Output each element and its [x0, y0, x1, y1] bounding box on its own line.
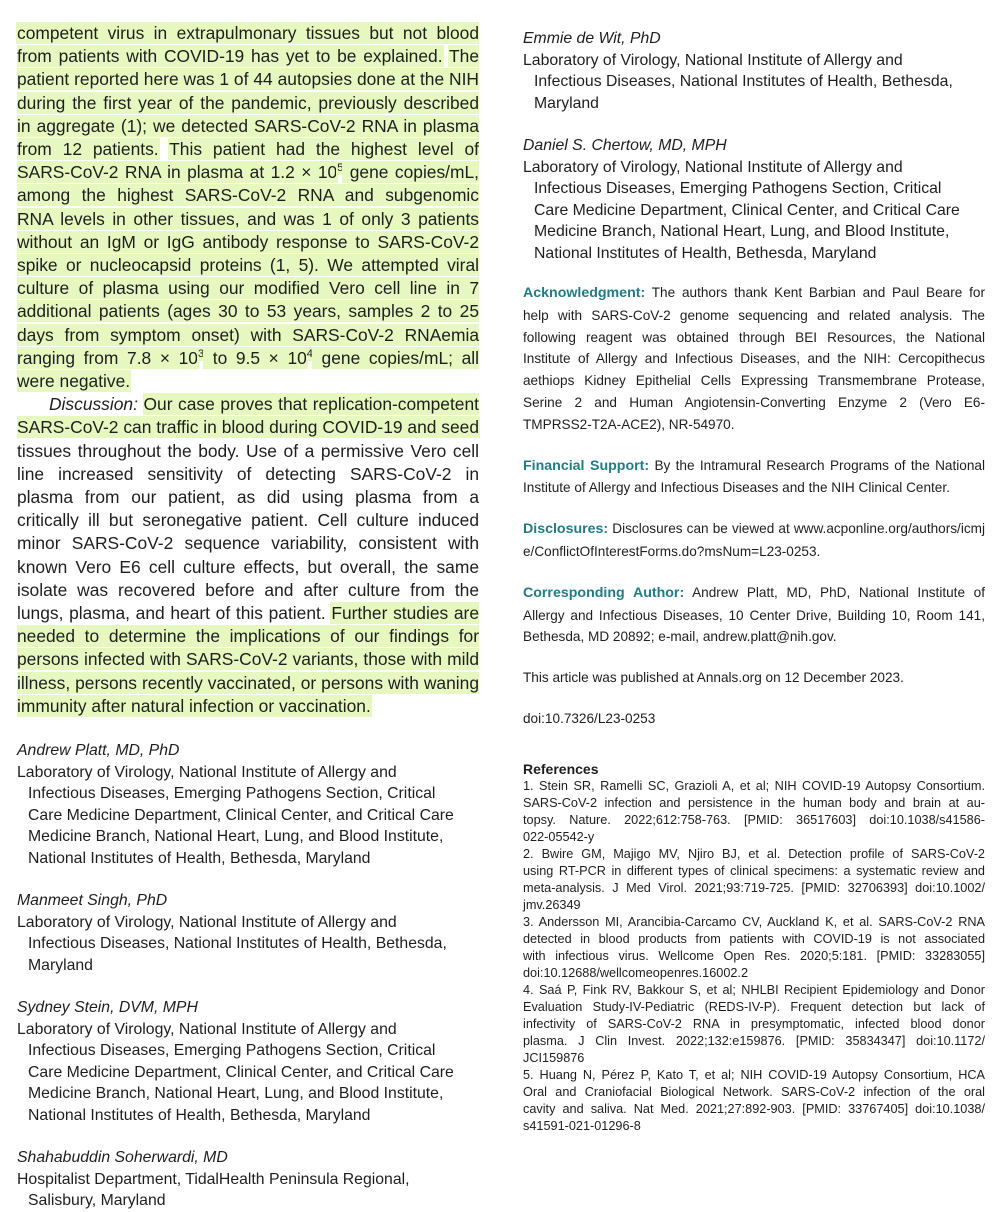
highlighted-text: competent virus in extrapulmonary tissues but not blood from patients with COVID-19 has yet to be explained. — [17, 23, 479, 67]
author-name: Daniel S. Chertow, MD, MPH — [523, 137, 727, 154]
author-affiliation-line: National Institutes of Health, Bethesda, Maryland — [28, 849, 371, 867]
reference-line: using RT-PCR in different types of clinical specimens: a systematic review and — [523, 863, 985, 878]
author-affiliation-line: Laboratory of Virology, National Institute of Allergy and — [523, 51, 903, 69]
reference-line: 1. Stein SR, Ramelli SC, Grazioli A, et al; NIH COVID-19 Autopsy Consortium. — [523, 778, 985, 793]
reference-line: 3. Andersson MI, Arancibia-Carcamo CV, Auckland K, et al. SARS-CoV-2 RNA — [523, 914, 985, 929]
highlighted-text: Our case proves that replication-competent SARS-CoV-2 can traffic in blood during COVID-19 and seed — [17, 394, 479, 438]
author-affiliation-line: Care Medicine Department, Clinical Center, and Critical Care — [28, 1063, 454, 1081]
highlighted-text: gene copies/mL; all were negative. — [17, 347, 479, 392]
doi: doi:10.7326/L23-0253 — [523, 710, 656, 726]
published-note: This article was published at Annals.org on 12 December 2023. — [523, 670, 904, 686]
author-affiliation-line: Medicine Branch, National Heart, Lung, and Blood Institute, — [28, 828, 444, 846]
reference-line: Evaluation Study-IV-Pediatric (REDS-IV-P). Frequent detection but lack of — [523, 999, 985, 1014]
reference-line: meta-analysis. J Med Virol. 2021;93:719-725. [PMID: 32706393] doi:10.1002/ — [523, 880, 985, 895]
author-affiliation-line: Care Medicine Department, Clinical Center, and Critical Care — [28, 806, 454, 824]
author-affiliation-line: Laboratory of Virology, National Institute of Allergy and — [17, 1020, 397, 1038]
author-affiliation-line: Care Medicine Department, Clinical Center, and Critical Care — [534, 201, 960, 219]
left-author-list — [17, 740, 479, 1212]
author-affiliation-line: Infectious Diseases, Emerging Pathogens Section, Critical — [28, 785, 436, 803]
body-text — [17, 22, 479, 718]
author-name: Emmie de Wit, PhD — [523, 30, 661, 47]
financial-support-label: Financial Support: — [523, 457, 650, 474]
text-run — [159, 139, 170, 159]
reference-line: plasma. J Clin Invest. 2022;132:e159876. [PMID: 35834347] doi:10.1172/ — [523, 1033, 985, 1048]
reference-line: with infectious virus. Wellcome Open Res. 2020;5:181. [PMID: 33283055] — [523, 948, 985, 963]
corresponding-author-section — [523, 582, 985, 648]
highlighted-text: The patient reported here was 1 of 44 autopsies done at the NIH during the first year of the pandemic, previously described in aggregate (1); we detected SARS-CoV-2 RNA in plasma from 12 patients. — [17, 46, 479, 160]
reference-line: doi:10.12688/wellcomeopenres.16002.2 — [523, 965, 749, 980]
disclosures-text: Disclosures can be viewed at www.acponline.org/authors/icmje/ConflictOfInterestForms.do?msNum=L23-0253. — [523, 521, 985, 559]
author-affiliation-line: Infectious Diseases, National Institutes of Health, Bethesda, — [534, 73, 953, 90]
reference-line: detected in blood products from patients with COVID-19 is not associated — [523, 931, 985, 946]
acknowledgment-section — [523, 282, 985, 436]
author-affiliation-line: Medicine Branch, National Heart, Lung, and Blood Institute, — [534, 223, 950, 240]
author-affiliation-line: Hospitalist Department, TidalHealth Peninsula Regional, — [17, 1170, 410, 1188]
superscript: 3 — [197, 348, 205, 361]
author-affiliation-line: Infectious Diseases, Emerging Pathogens Section, Critical — [534, 180, 942, 197]
reference-line: 4. Saá P, Fink RV, Bakkour S, et al; NHLBI Recipient Epidemiology and Donor — [523, 982, 985, 997]
author-affiliation-line: Laboratory of Virology, National Institute of Allergy and — [17, 913, 397, 931]
author-block — [17, 740, 479, 869]
disclosures-label: Disclosures: — [523, 521, 609, 538]
author-block — [17, 1147, 479, 1212]
reference-line: topsy. Nature. 2022;612:758-763. [PMID: 36517603] doi:10.1038/s41586- — [523, 812, 985, 827]
reference-line: s41591-021-01296-8 — [523, 1118, 641, 1133]
highlighted-text: This patient had the highest level of SARS-CoV-2 RNA in plasma at 1.2 × 10 — [17, 139, 479, 183]
author-block — [523, 135, 985, 264]
author-affiliation-line: Laboratory of Virology, National Institute of Allergy and — [523, 158, 903, 176]
superscript: 4 — [306, 348, 313, 361]
author-name: Sydney Stein, DVM, MPH — [17, 999, 198, 1017]
highlighted-text: Further studies are needed to determine the implications of our findings for persons infected with SARS-CoV-2 variants, those with mild illness, persons recently vaccinated, or persons with waning immunity after natural infection or vaccination. — [17, 603, 479, 716]
author-name: Manmeet Singh, PhD — [17, 892, 168, 910]
reference-line: Oral and Craniofacial Biological Network. SARS-CoV-2 infection of the oral — [523, 1084, 985, 1099]
acknowledgment-label: Acknowledgment: — [523, 285, 646, 301]
author-affiliation-line: Maryland — [28, 956, 93, 974]
reference-line: 022-05542-y — [523, 829, 595, 844]
highlighted-text: gene copies/mL, among the highest SARS-CoV-2 RNA and subgenomic RNA levels in other tissues, and was 1 of only 3 patients without an IgM or IgG antibody response to SARS-CoV-2 spike or nucleocapsid proteins (1, 5). We attempted viral culture of plasma using our modified Vero cell line in 7 additional patients (ages 30 to 53 years, samples 2 to 25 days from symptom onset) with SARS-CoV-2 RNAemia ranging from 7.8 × 10 — [17, 162, 479, 368]
acknowledgment-text: The authors thank Kent Barbian and Paul Beare for help with SARS-CoV-2 genome sequencing and related analysis. The following reagent was obtained through BEI Resources, the National Institute of Allergy and Infectious Diseases, and the NIH: Cercopithecus aethiops Kidney Epithelial Cells Expressing Transmembrane Protease, Serine 2 and Human Angiotensin-Converting Enzyme 2 (Vero E6-TMPRSS2-T2A-ACE2), NR-54970. — [523, 285, 985, 432]
author-affiliation-line: Infectious Diseases, Emerging Pathogens Section, Critical — [28, 1042, 436, 1060]
author-affiliation-line: Laboratory of Virology, National Institute of Allergy and — [17, 763, 397, 781]
reference-line: 5. Huang N, Pérez P, Kato T, et al; NIH COVID-19 Autopsy Consortium, HCA — [523, 1067, 985, 1082]
reference-item — [523, 914, 985, 982]
reference-item — [523, 1067, 985, 1135]
author-affiliation-line: National Institutes of Health, Bethesda, Maryland — [28, 1106, 371, 1124]
left-column — [17, 22, 479, 1212]
financial-support-text: By the Intramural Research Programs of the National Institute of Allergy and Infectious Diseases and the NIH Clinical Center. — [523, 457, 985, 496]
reference-line: cavity and saliva. Nat Med. 2021;27:892-903. [PMID: 33767405] doi:10.1038/ — [523, 1101, 985, 1116]
financial-support-section — [523, 455, 985, 500]
references-title: References — [523, 760, 599, 777]
discussion-label: Discussion: — [49, 394, 138, 415]
corresponding-author-text: Andrew Platt, MD, PhD, National Institute of Allergy and Infectious Diseases, 10 Center Drive, Building 10, Room 141, Bethesda, MD 20892; e-mail, andrew.platt@nih.gov. — [523, 584, 986, 645]
reference-line: jmv.26349 — [523, 897, 581, 912]
right-column — [523, 28, 985, 1135]
author-affiliation-line: National Institutes of Health, Bethesda, Maryland — [534, 244, 877, 262]
corresponding-author-label: Corresponding Author: — [523, 584, 685, 601]
reference-item — [523, 778, 985, 846]
reference-item — [523, 982, 985, 1067]
reference-line: SARS-CoV-2 infection and persistence in the human body and brain at au- — [523, 795, 985, 810]
author-affiliation-line: Salisbury, Maryland — [28, 1192, 166, 1210]
paragraph-1 — [17, 22, 479, 393]
disclosures-section — [523, 518, 985, 563]
reference-item — [523, 846, 985, 914]
text-run — [138, 394, 144, 414]
superscript: 5 — [337, 162, 344, 175]
author-block — [17, 997, 479, 1126]
paragraph-discussion — [17, 393, 479, 718]
reference-list — [523, 778, 985, 1135]
author-affiliation-line: Maryland — [534, 94, 599, 112]
reference-line: infectivity of SARS-CoV-2 RNA in presymptomatic, infected blood donor — [523, 1016, 985, 1031]
text-run: tissues throughout the body. Use of a permissive Vero cell line increased sensitivity of detecting SARS-CoV-2 in plasma from our patient, as did using plasma from a critically ill but seronegative patient. Cell culture induced minor SARS-CoV-2 sequence variability, consistent with known Vero E6 cell culture effects, but overall, the same isolate was recovered before and after culture from the lungs, plasma, and heart of this patient. — [17, 440, 479, 624]
highlighted-text: to 9.5 × 10 — [204, 347, 307, 368]
reference-line: 2. Bwire GM, Majigo MV, Njiro BJ, et al. Detection profile of SARS-CoV-2 — [523, 846, 985, 861]
author-name: Andrew Platt, MD, PhD — [17, 742, 180, 760]
reference-line: JCI159876 — [523, 1050, 585, 1065]
author-affiliation-line: Infectious Diseases, National Institutes of Health, Bethesda, — [28, 935, 447, 953]
right-author-list — [523, 28, 985, 264]
author-block — [523, 28, 985, 114]
author-name: Shahabuddin Soherwardi, MD — [17, 1149, 228, 1167]
author-affiliation-line: Medicine Branch, National Heart, Lung, and Blood Institute, — [28, 1085, 444, 1103]
author-block — [17, 890, 479, 976]
